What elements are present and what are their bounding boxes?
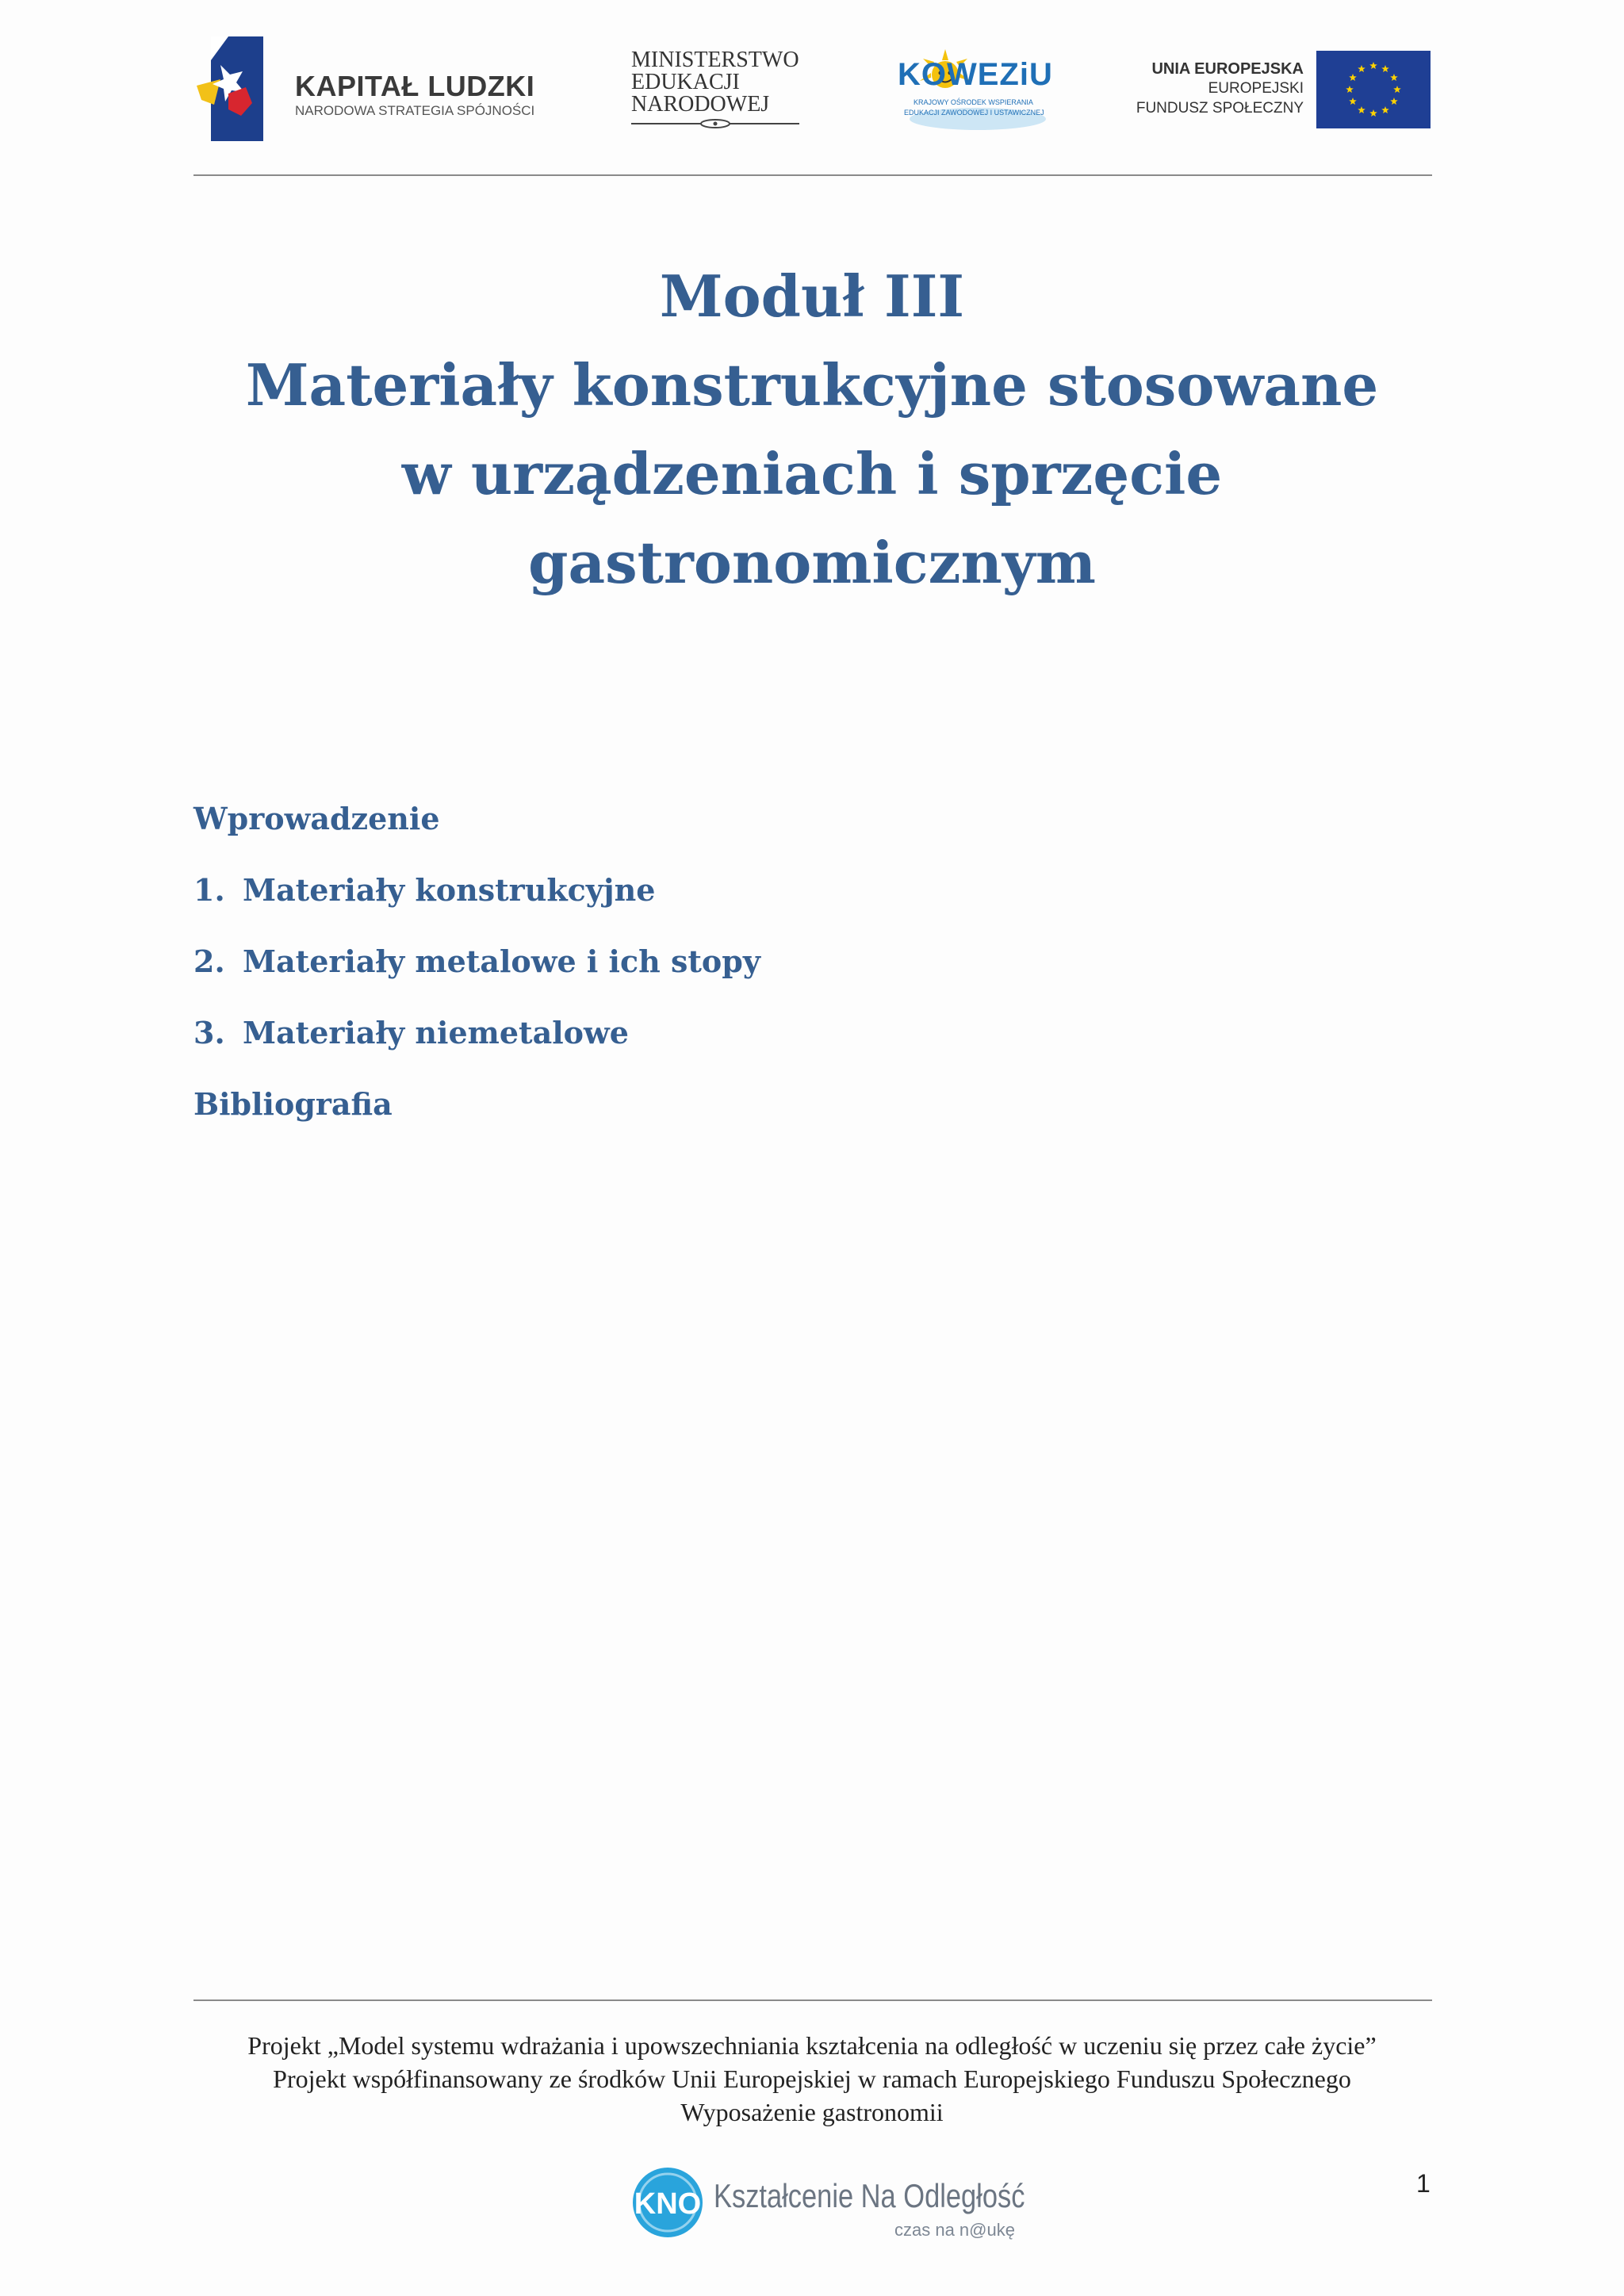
footer-project-line: Projekt „Model systemu wdrażania i upowszechniania kształcenia na odległość w uczeniu się przez całe życie” <box>247 2031 1377 2060</box>
footer-course-name: Wyposażenie gastronomii <box>680 2098 944 2126</box>
kapital-ludzki-emblem <box>197 36 263 141</box>
title-line-4: gastronomicznym <box>528 529 1096 596</box>
title-line-1: Moduł III <box>659 262 965 330</box>
toc-item-1-label: Materiały konstrukcyjne <box>243 872 656 908</box>
eu-line-1: UNIA EUROPEJSKA <box>1151 60 1304 78</box>
toc-bibliography[interactable]: Bibliografia <box>193 1086 393 1122</box>
module-title <box>0 252 1624 607</box>
kno-tagline: czas na n@ukę <box>894 2220 1015 2240</box>
ministry-emblem-rule <box>631 117 799 130</box>
ministry-line-2: EDUKACJI <box>631 70 740 94</box>
toc-item-3-number: 3. <box>193 1015 225 1050</box>
toc-item-3-label: Materiały niemetalowe <box>243 1015 629 1050</box>
svg-text:KNO: KNO <box>634 2187 702 2221</box>
eu-flag <box>1316 51 1431 128</box>
footer-cofinancing-line: Projekt współfinansowany ze środków Unii Europejskiej w ramach Europejskiego Funduszu Społecznego <box>273 2064 1351 2093</box>
title-line-3: w urządzeniach i sprzęcie <box>401 440 1223 507</box>
toc-item-1[interactable] <box>193 872 655 908</box>
header-divider <box>193 174 1432 176</box>
page-number: 1 <box>1416 2169 1431 2198</box>
toc-item-3[interactable] <box>193 1015 629 1050</box>
ministry-line-3: NARODOWEJ <box>631 92 770 117</box>
ministry-line-1: MINISTERSTWO <box>631 48 799 72</box>
eu-line-3: FUNDUSZ SPOŁECZNY <box>1136 100 1304 117</box>
toc-item-1-number: 1. <box>193 872 225 908</box>
eu-line-2: EUROPEJSKI <box>1208 80 1304 97</box>
toc-item-2-number: 2. <box>193 943 225 979</box>
kno-logo-icon <box>631 2166 704 2239</box>
kno-name: Kształcenie Na Odległość <box>714 2177 1025 2214</box>
title-line-2: Materiały konstrukcyjne stosowane <box>245 351 1379 419</box>
footer-divider <box>193 1999 1432 2001</box>
toc-item-2-label: Materiały metalowe i ich stopy <box>243 943 760 979</box>
toc-item-2[interactable] <box>193 943 760 979</box>
kapital-ludzki-name: KAPITAŁ LUDZKI <box>295 70 535 102</box>
toc-introduction[interactable]: Wprowadzenie <box>193 801 440 836</box>
koweziu-line-2: EDUKACJI ZAWODOWEJ I USTAWICZNEJ <box>904 109 1044 117</box>
koweziu-name: KOWEZiU <box>898 57 1053 92</box>
kapital-ludzki-subtitle: NARODOWA STRATEGIA SPÓJNOŚCI <box>295 103 535 118</box>
koweziu-line-1: KRAJOWY OŚRODEK WSPIERANIA <box>914 98 1033 106</box>
